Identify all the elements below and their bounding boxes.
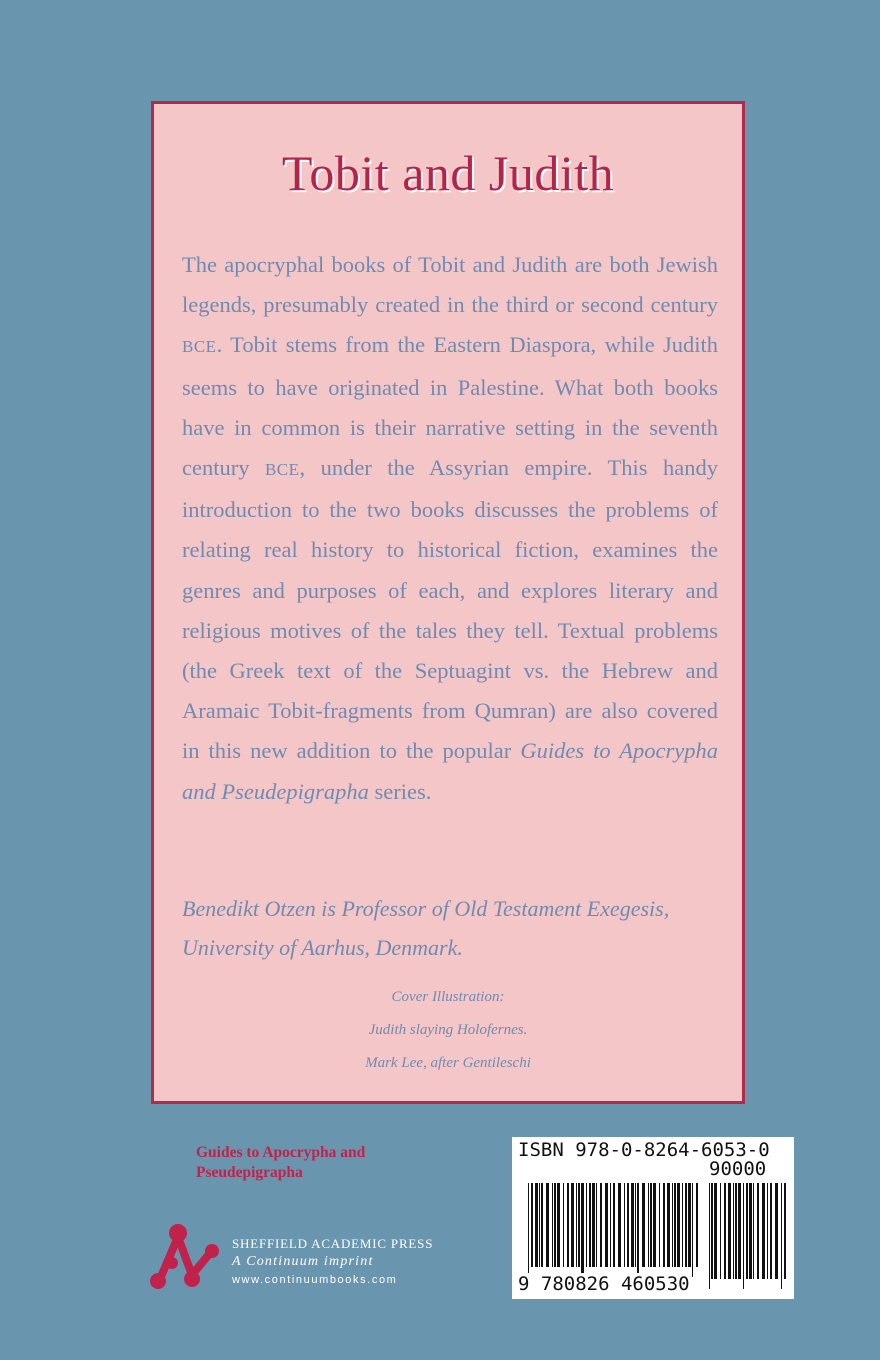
- back-cover-panel: [151, 101, 745, 1104]
- barcode-bar: [653, 1183, 656, 1267]
- barcode-bar: [650, 1183, 652, 1267]
- barcode-bar: [672, 1183, 673, 1267]
- barcode-bar: [648, 1183, 649, 1267]
- barcode-bar: [724, 1183, 726, 1279]
- barcode-bar: [685, 1183, 687, 1267]
- ean-number: 9 780826 460530: [518, 1273, 690, 1295]
- book-title: Tobit and Judith: [281, 145, 615, 201]
- barcode-bar: [767, 1183, 768, 1279]
- series-label-line: Pseudepigrapha: [196, 1164, 303, 1181]
- cover-credit: [154, 981, 742, 1080]
- bce-label: BCE: [182, 337, 217, 357]
- publisher-logo-icon: [148, 1217, 220, 1293]
- publisher-imprint: A Continuum imprint: [232, 1254, 374, 1269]
- publisher-name: SHEFFIELD ACADEMIC PRESS: [232, 1236, 434, 1251]
- barcode-bar: [578, 1183, 580, 1267]
- barcode-bar: [714, 1183, 717, 1279]
- barcode-bar: [667, 1183, 670, 1267]
- publisher-info: [232, 1235, 433, 1289]
- barcode-bar: [539, 1183, 540, 1267]
- desc-part-2: . Tobit stems from the Eastern Diaspora, while Judith seems to have originated in Palestine. What both books have in common is their narrative setting in the seventh century: [182, 332, 718, 481]
- barcode-bar: [535, 1183, 538, 1267]
- isbn-label: ISBN 978-0-8264-6053-0: [518, 1139, 770, 1161]
- series-label-line: Guides to Apocrypha and: [196, 1144, 366, 1161]
- author-bio: Benedikt Otzen is Professor of Old Testament Exegesis, University of Aarhus, Denmark.: [182, 896, 670, 960]
- barcode-bar: [738, 1183, 741, 1279]
- isbn-barcode: [512, 1137, 794, 1299]
- barcode-bar: [557, 1183, 560, 1267]
- barcode-bar: [554, 1183, 556, 1267]
- barcode-bar: [770, 1183, 772, 1279]
- barcode-bar: [605, 1183, 608, 1267]
- barcode-bar: [746, 1183, 748, 1279]
- barcode-bar: [637, 1183, 639, 1277]
- barcode-bar: [775, 1183, 778, 1279]
- series-label: [196, 1143, 365, 1183]
- barcode-bar: [735, 1183, 737, 1279]
- barcode-bar: [596, 1183, 597, 1267]
- barcode-bar: [728, 1183, 731, 1279]
- bce-label: BCE: [264, 460, 300, 480]
- barcode-bar: [624, 1183, 625, 1267]
- barcode-bar: [563, 1183, 564, 1267]
- barcode-bar: [613, 1183, 615, 1267]
- cover-credit-line: Judith slaying Holofernes.: [368, 1022, 528, 1038]
- barcode-bar: [674, 1183, 676, 1267]
- barcode-bar: [586, 1183, 587, 1267]
- barcode-bar: [692, 1183, 693, 1277]
- barcode-bar: [610, 1183, 611, 1267]
- barcode-bar: [592, 1183, 595, 1267]
- book-description: [182, 245, 718, 812]
- barcode-bar: [733, 1183, 734, 1279]
- publisher-url: www.continuumbooks.com: [232, 1274, 398, 1286]
- barcode-bar: [546, 1183, 549, 1267]
- barcode-bar: [709, 1183, 710, 1289]
- barcode-bar: [528, 1183, 529, 1277]
- barcode-bar: [743, 1183, 744, 1289]
- series-title-italic: Guides to Apocrypha and Pseudepigrapha: [182, 738, 718, 804]
- barcode-bar: [581, 1183, 584, 1277]
- barcode-bar: [571, 1183, 574, 1267]
- barcode-bar: [682, 1183, 683, 1267]
- barcode-bar: [627, 1183, 629, 1267]
- barcode-bar: [696, 1183, 698, 1267]
- cover-credit-line: Mark Lee, after Gentileschi: [365, 1055, 531, 1071]
- barcode-bar: [781, 1183, 782, 1289]
- barcode-bar: [784, 1183, 786, 1279]
- barcode-bar: [677, 1183, 680, 1267]
- barcode-bar: [600, 1183, 602, 1267]
- barcode-bar: [663, 1183, 665, 1267]
- barcode-bar: [576, 1183, 577, 1267]
- barcode-bar: [762, 1183, 765, 1279]
- barcode-bar: [757, 1183, 759, 1279]
- barcode-bar: [753, 1183, 754, 1279]
- barcode-bar: [720, 1183, 721, 1279]
- barcode-bar: [659, 1183, 660, 1267]
- barcode-bar: [552, 1183, 553, 1267]
- desc-part-4: series.: [368, 778, 432, 804]
- desc-part-1: The apocryphal books of Tobit and Judith are both Jewish legends, presumably created in the third or second century: [182, 252, 718, 318]
- barcode-bar: [631, 1183, 634, 1267]
- barcode-bar: [589, 1183, 591, 1267]
- desc-part-3: , under the Assyrian empire. This handy introduction to the two books discusses the problems of relating real history to historical fiction, examines the genres and purposes of each, and explores literary and religious motives of the tales they tell. Textual problems (the Greek text of the Septuagint vs. the Hebrew and Aramaic Tobit-fragments from Qumran) are also covered in this new addition to the popular: [182, 455, 718, 764]
- barcode-bar: [567, 1183, 569, 1267]
- addon-number: 90000: [709, 1158, 767, 1180]
- cover-credit-line: Cover Illustration:: [391, 989, 505, 1005]
- barcode-bar: [531, 1183, 533, 1267]
- barcode-bar: [711, 1183, 713, 1279]
- barcode-bar: [635, 1183, 636, 1267]
- barcode-bar: [688, 1183, 691, 1267]
- barcode-bar: [749, 1183, 752, 1279]
- barcode-bar: [642, 1183, 645, 1267]
- barcode-bar: [618, 1183, 621, 1267]
- barcode-bar: [541, 1183, 543, 1267]
